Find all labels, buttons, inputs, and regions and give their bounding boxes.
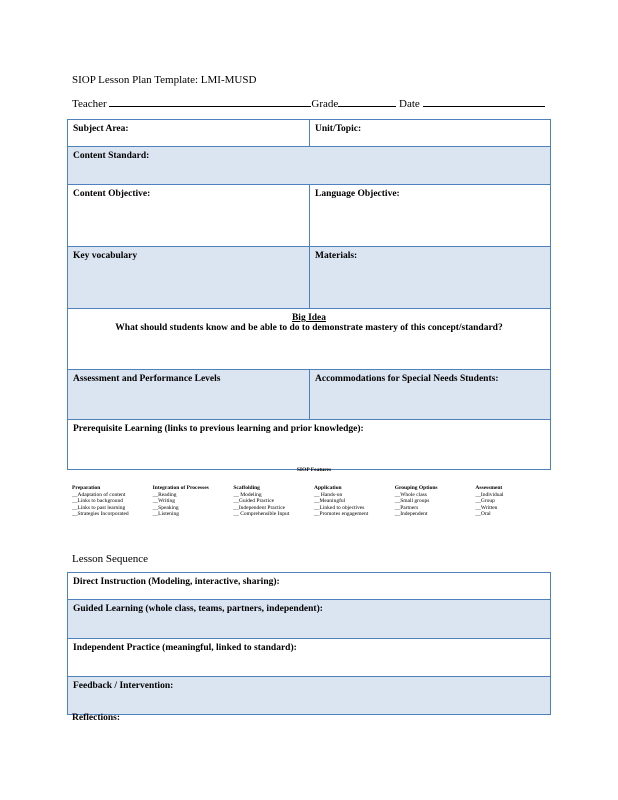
feature-item[interactable]: __Listening <box>152 511 179 517</box>
feature-col-application <box>314 485 395 518</box>
feature-col-scaffolding <box>233 485 314 518</box>
big-idea-title: Big Idea <box>291 313 327 323</box>
feature-item[interactable]: __Adaptation of content <box>72 491 126 498</box>
accommodations-cell[interactable] <box>310 370 551 420</box>
content-objective-label: Content Objective: <box>73 189 151 199</box>
feature-item[interactable]: __ Comprehensible Input <box>233 511 290 517</box>
language-objective-label: Language Objective: <box>315 189 400 199</box>
guided-learning-cell[interactable] <box>68 600 551 639</box>
feature-item[interactable]: __Guided Practice <box>233 498 275 504</box>
feature-item[interactable]: __Individual <box>475 491 504 498</box>
feature-item[interactable]: __Group <box>475 498 495 504</box>
big-idea-cell[interactable] <box>68 309 551 370</box>
feedback-label: Feedback / Intervention: <box>73 681 174 691</box>
direct-instruction-label: Direct Instruction (Modeling, interactive, sharing): <box>73 577 280 587</box>
independent-practice-label: Independent Practice (meaningful, linked to standard): <box>73 643 297 653</box>
document-title: SIOP Lesson Plan Template: LMI-MUSD <box>72 74 257 86</box>
feature-head: Application <box>314 485 342 491</box>
language-objective-cell[interactable] <box>310 185 551 247</box>
feature-col-integration <box>153 485 234 518</box>
unit-topic-label: Unit/Topic: <box>315 124 362 134</box>
subject-area-label: Subject Area: <box>73 124 129 134</box>
key-vocabulary-label: Key vocabulary <box>73 251 138 261</box>
feature-head: Integration of Processes <box>152 485 209 491</box>
feature-item[interactable]: __Linked to objectives <box>314 504 365 511</box>
teacher-blank[interactable] <box>109 97 311 107</box>
feature-col-grouping <box>395 485 476 518</box>
date-blank[interactable] <box>423 97 545 107</box>
direct-instruction-cell[interactable] <box>68 573 551 600</box>
lesson-sequence-heading: Lesson Sequence <box>72 553 149 565</box>
feature-item[interactable]: __Written <box>475 504 498 511</box>
accommodations-label: Accommodations for Special Needs Students: <box>315 374 499 384</box>
feature-head: Grouping Options <box>394 485 438 491</box>
feature-item[interactable]: __Speaking <box>152 504 179 511</box>
big-idea-question: What should students know and be able to do to demonstrate mastery of this concept/standard? <box>115 323 503 333</box>
teacher-label: Teacher <box>72 98 107 110</box>
grade-label: Grade <box>311 98 339 110</box>
unit-topic-cell[interactable] <box>310 120 551 147</box>
teacher-grade-date-line <box>72 97 545 110</box>
materials-label: Materials: <box>315 251 358 261</box>
assessment-cell[interactable] <box>68 370 310 420</box>
feedback-cell[interactable] <box>68 677 551 715</box>
feature-item[interactable]: __Small groups <box>394 498 430 504</box>
feature-item[interactable]: __Links to background <box>72 498 124 504</box>
feature-col-preparation <box>72 485 153 518</box>
feature-item[interactable]: __ Modeling <box>233 491 262 498</box>
grade-blank[interactable] <box>338 97 396 107</box>
date-label: Date <box>399 98 420 110</box>
feature-item[interactable]: __Oral <box>475 511 491 517</box>
independent-practice-cell[interactable] <box>68 639 551 677</box>
feature-item[interactable]: __Whole class <box>394 491 427 498</box>
content-standard-label: Content Standard: <box>73 151 150 161</box>
feature-col-assessment <box>475 485 556 518</box>
plan-table <box>67 119 551 470</box>
feature-item[interactable]: __Partners <box>394 504 419 511</box>
guided-learning-label: Guided Learning (whole class, teams, partners, independent): <box>73 604 323 614</box>
assessment-label: Assessment and Performance Levels <box>73 374 221 384</box>
feature-item[interactable]: __Writing <box>152 498 176 504</box>
siop-features <box>72 467 556 518</box>
feature-item[interactable]: __Promotes engagement <box>314 511 369 517</box>
subject-area-cell[interactable] <box>68 120 310 147</box>
feature-item[interactable]: __Independent Practice <box>233 504 286 511</box>
feature-item[interactable]: __Independent <box>394 511 428 517</box>
content-objective-cell[interactable] <box>68 185 310 247</box>
materials-cell[interactable] <box>310 247 551 309</box>
reflections-label[interactable]: Reflections: <box>72 713 121 723</box>
siop-feature-columns <box>72 485 556 518</box>
siop-features-title: SIOP Features <box>296 467 332 473</box>
feature-item[interactable]: __Reading <box>152 491 177 498</box>
feature-head: Scaffolding <box>233 485 260 491</box>
feature-head: Preparation <box>72 485 101 491</box>
prerequisite-label: Prerequisite Learning (links to previous learning and prior knowledge): <box>73 424 364 434</box>
content-standard-cell[interactable] <box>68 147 551 185</box>
feature-item[interactable]: __Strategies Incorporated <box>72 511 129 517</box>
feature-item[interactable]: __Links to past learning <box>72 504 126 511</box>
feature-item[interactable]: __ Hands-on <box>314 491 343 498</box>
sequence-table <box>67 572 551 715</box>
key-vocabulary-cell[interactable] <box>68 247 310 309</box>
feature-item[interactable]: __Meaningful <box>314 498 346 504</box>
feature-head: Assessment <box>475 485 503 491</box>
prerequisite-cell[interactable] <box>68 420 551 470</box>
